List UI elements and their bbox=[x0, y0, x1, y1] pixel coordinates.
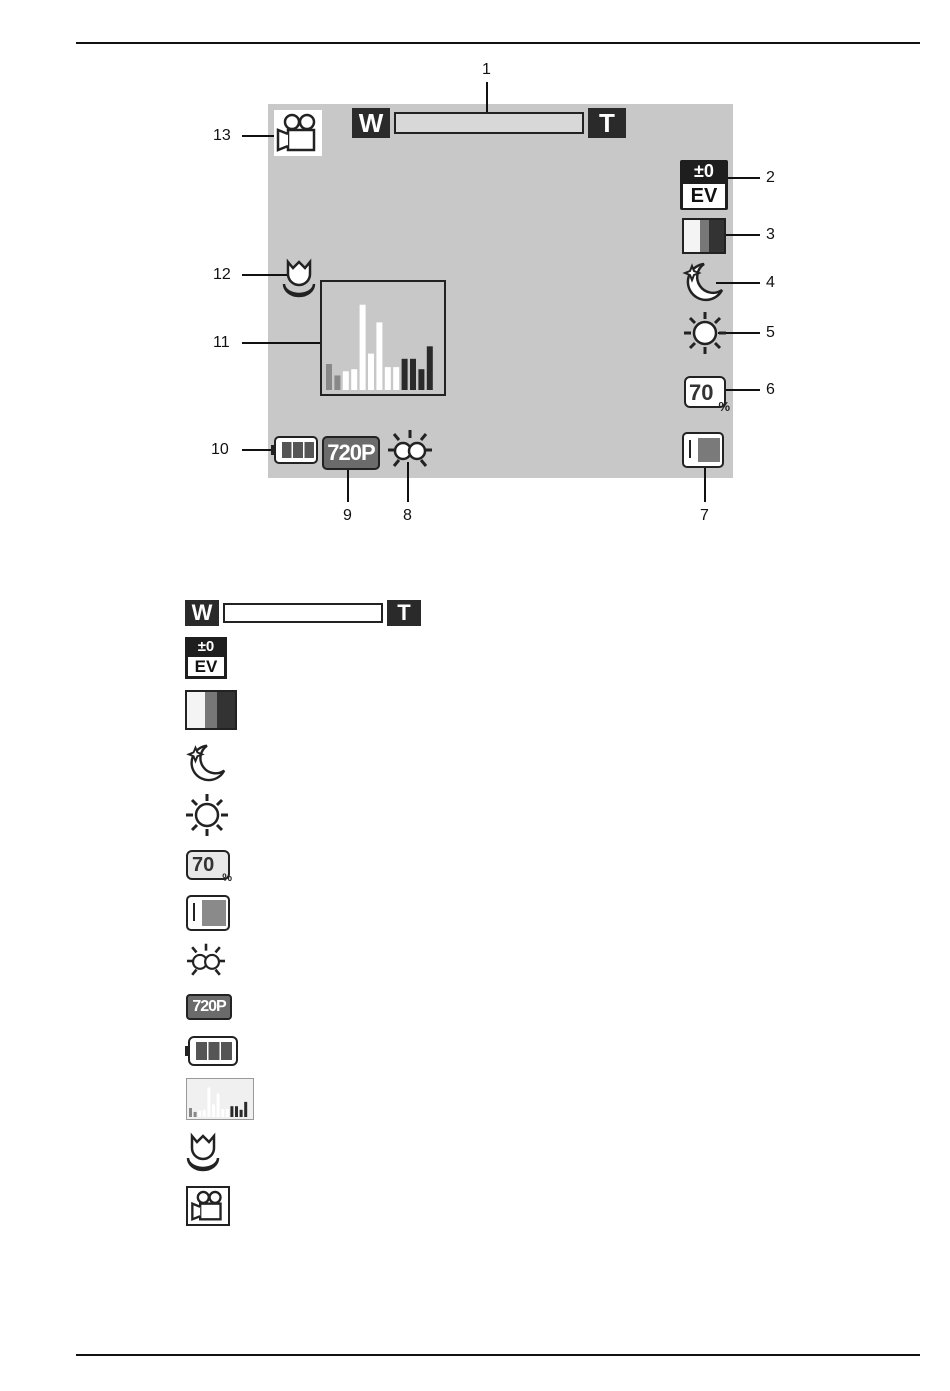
callout-12: 12 bbox=[213, 266, 231, 283]
histogram-icon bbox=[320, 280, 446, 396]
legend-macro-icon bbox=[184, 1132, 222, 1174]
legend-memory-card-icon bbox=[186, 895, 230, 931]
histogram-bar bbox=[189, 1108, 192, 1117]
legend-white-balance-icon bbox=[184, 792, 230, 838]
ev-icon bbox=[680, 160, 728, 210]
histogram-bar bbox=[212, 1104, 215, 1117]
bottom-rule bbox=[76, 1354, 920, 1356]
histogram-bar bbox=[360, 305, 366, 390]
callout-8: 8 bbox=[403, 507, 412, 524]
histogram-bar bbox=[351, 369, 357, 390]
battery-percent-icon bbox=[684, 376, 730, 414]
percent-sign: % bbox=[718, 399, 730, 414]
legend-movie-mode-icon bbox=[186, 1186, 230, 1226]
callout-11: 11 bbox=[213, 334, 230, 351]
battery-percent-value: 70 bbox=[689, 380, 714, 405]
histogram-bar bbox=[393, 367, 399, 390]
legend-zoom-w: W bbox=[185, 600, 219, 626]
histogram-bar bbox=[343, 371, 349, 390]
histogram-bar bbox=[226, 1109, 229, 1117]
legend-movie-camera-icon bbox=[188, 1188, 228, 1224]
callout-10: 10 bbox=[211, 441, 229, 458]
histogram-bar bbox=[217, 1094, 220, 1117]
legend-metering-icon bbox=[185, 690, 237, 730]
legend-histogram-icon bbox=[186, 1078, 254, 1120]
histogram-bar bbox=[427, 346, 433, 390]
legend-zoom-t: T bbox=[387, 600, 421, 626]
callout-1: 1 bbox=[482, 61, 491, 78]
histogram-bar bbox=[376, 322, 382, 390]
legend-battery-percent-icon: 70 % bbox=[186, 850, 230, 880]
white-balance-icon bbox=[682, 310, 728, 356]
histogram-bar bbox=[418, 369, 424, 390]
night-scene-icon bbox=[680, 258, 726, 304]
histogram-bar bbox=[334, 375, 340, 390]
movie-mode-icon bbox=[274, 110, 322, 156]
zoom-track bbox=[394, 112, 584, 134]
zoom-w-label: W bbox=[352, 108, 390, 138]
histogram-bar bbox=[240, 1110, 243, 1117]
callout-9: 9 bbox=[343, 507, 352, 524]
zoom-bar-icon bbox=[352, 108, 628, 138]
histogram-bar bbox=[402, 359, 408, 390]
histogram-bar bbox=[368, 354, 374, 390]
callout-3: 3 bbox=[766, 226, 775, 243]
histogram-bar bbox=[198, 1111, 201, 1117]
legend-resolution-icon: 720P bbox=[186, 994, 232, 1020]
callout-13: 13 bbox=[213, 127, 231, 144]
histogram-bars bbox=[322, 282, 444, 394]
callout-7: 7 bbox=[700, 507, 709, 524]
ev-value: ±0 bbox=[694, 160, 714, 181]
histogram-bar bbox=[194, 1112, 197, 1117]
histogram-bar bbox=[326, 364, 332, 390]
callout-5: 5 bbox=[766, 324, 775, 341]
callout-4: 4 bbox=[766, 274, 775, 291]
histogram-bar bbox=[230, 1106, 233, 1117]
zoom-t-label: T bbox=[588, 108, 626, 138]
callout-2: 2 bbox=[766, 169, 775, 186]
histogram-bar bbox=[203, 1110, 206, 1117]
histogram-bar bbox=[385, 367, 391, 390]
histogram-bar bbox=[244, 1102, 247, 1117]
led-light-icon bbox=[386, 428, 434, 472]
resolution-icon: 720P bbox=[322, 436, 380, 470]
histogram-bar bbox=[221, 1109, 224, 1117]
memory-card-icon bbox=[682, 432, 724, 468]
macro-icon bbox=[280, 258, 318, 300]
callout-6: 6 bbox=[766, 381, 775, 398]
ev-label: EV bbox=[683, 184, 725, 208]
legend-night-scene-icon bbox=[183, 740, 229, 784]
legend-led-light-icon bbox=[184, 942, 228, 980]
callout-leaders bbox=[0, 0, 950, 560]
battery-icon bbox=[274, 436, 318, 464]
metering-icon bbox=[682, 218, 726, 254]
histogram-bar bbox=[410, 359, 416, 390]
legend-ev-icon: ±0 EV bbox=[185, 637, 227, 679]
histogram-bar bbox=[207, 1087, 210, 1117]
legend-histogram-bars bbox=[187, 1079, 253, 1119]
legend-battery-icon bbox=[188, 1036, 238, 1066]
histogram-bar bbox=[235, 1106, 238, 1117]
legend-zoom-bar-icon bbox=[185, 600, 425, 626]
movie-camera-icon bbox=[274, 110, 322, 156]
